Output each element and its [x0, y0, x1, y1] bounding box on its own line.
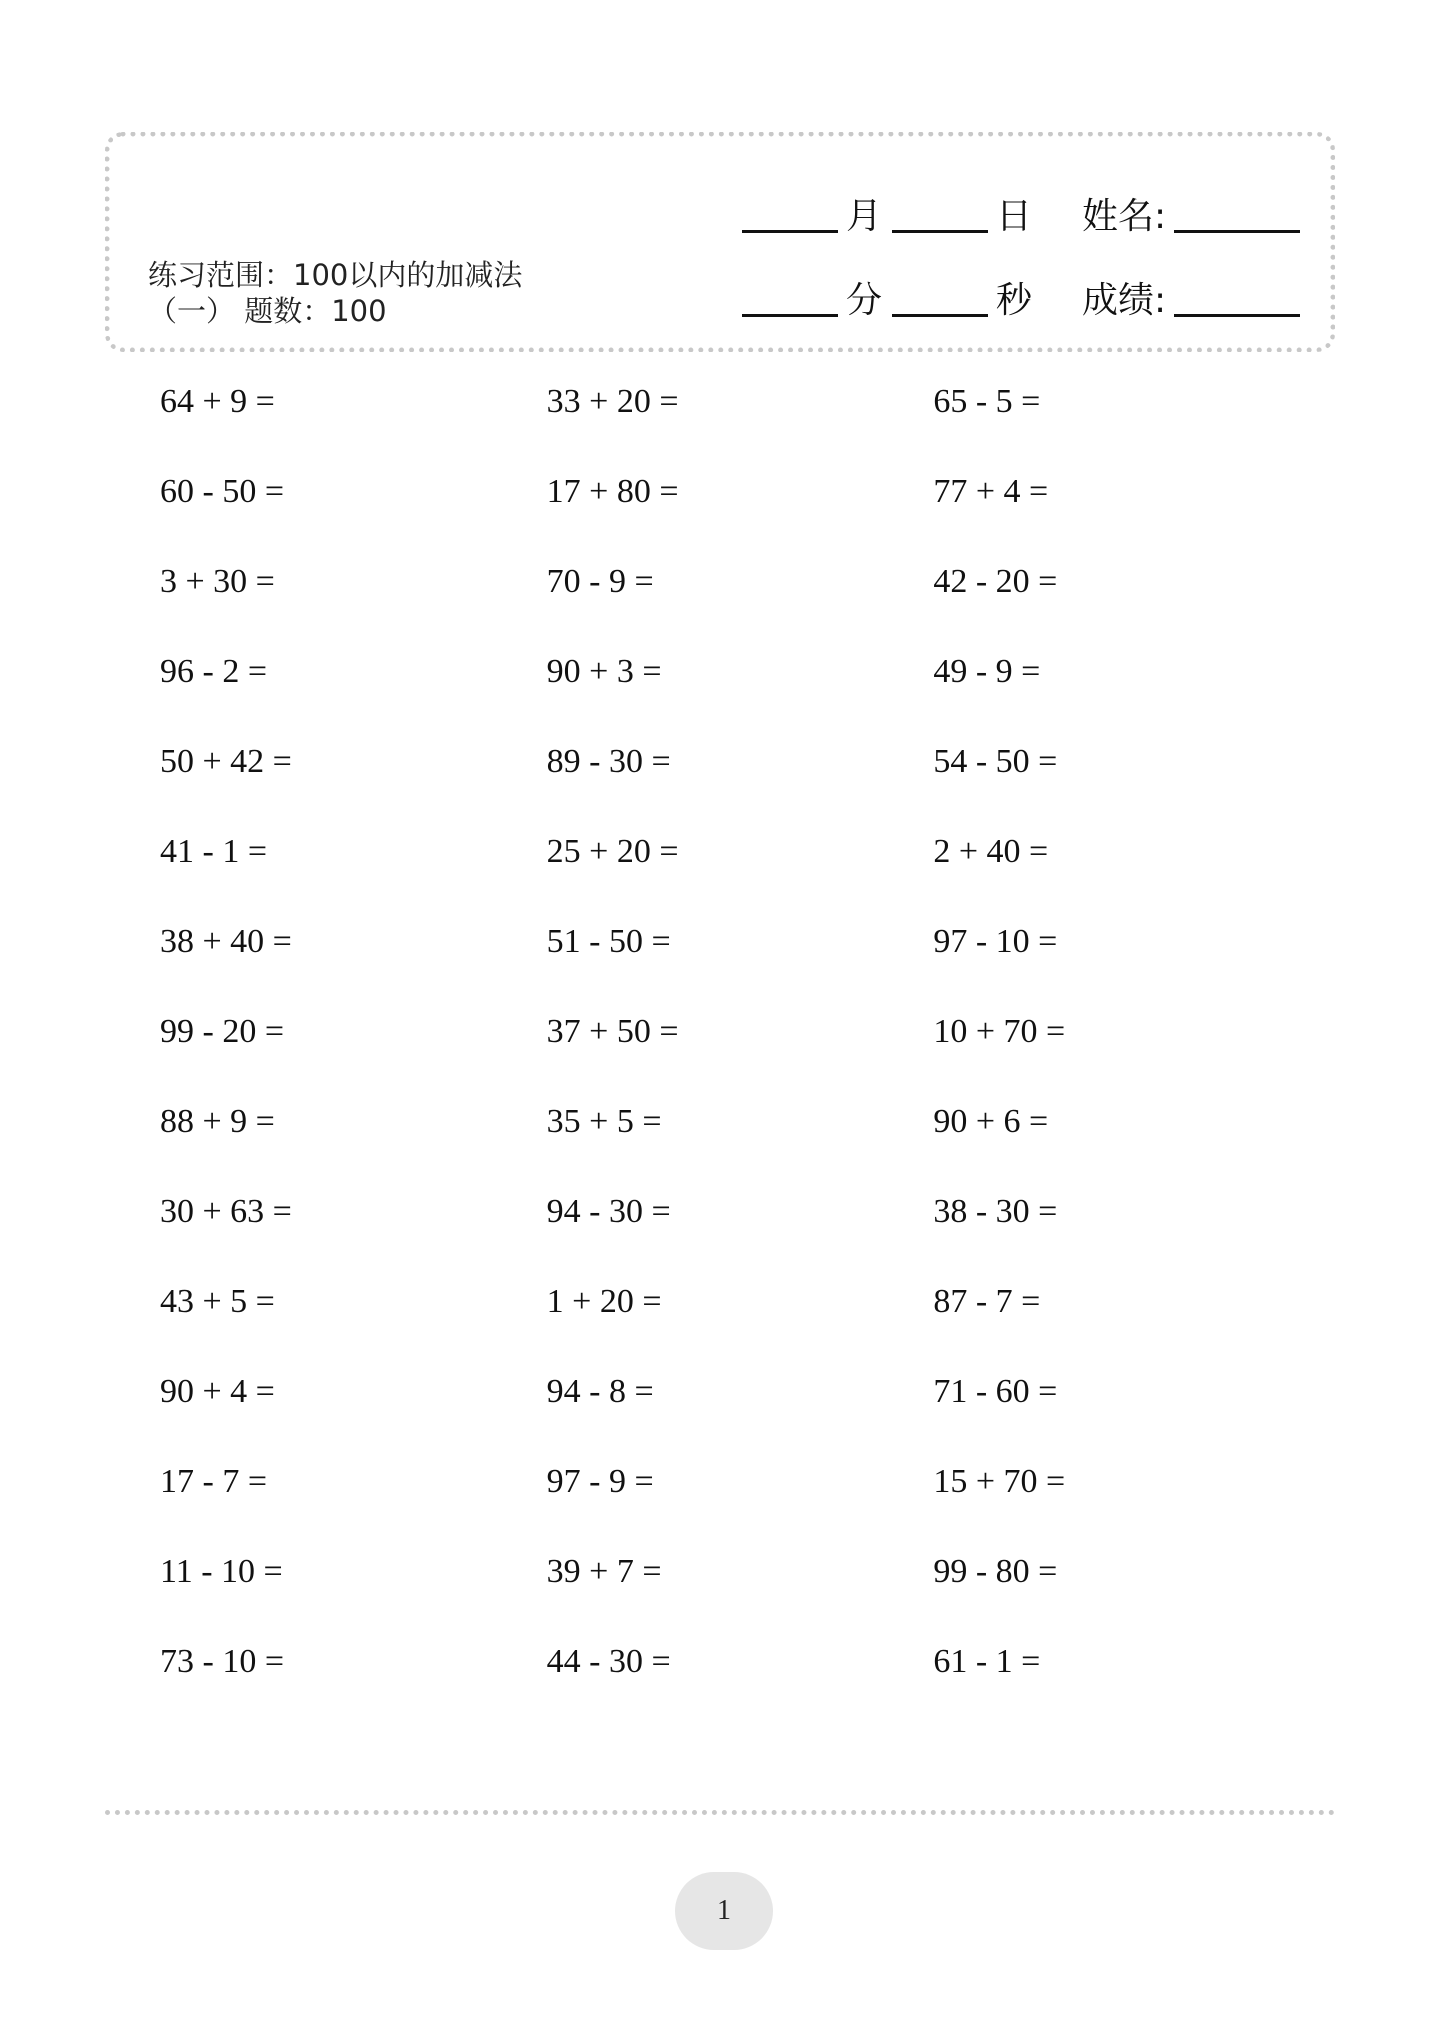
problem-row: [160, 1632, 1320, 1722]
problem-item: 96 - 2 =: [160, 653, 267, 690]
day-blank[interactable]: [892, 230, 988, 233]
problem-item: 65 - 5 =: [933, 383, 1041, 420]
month-label: 月: [846, 196, 883, 237]
problem-row: [160, 462, 1320, 552]
time-score-row: [742, 267, 1300, 323]
problem-item: 64 + 9 =: [160, 383, 275, 420]
problem-row: [160, 1362, 1320, 1452]
problem-item: 73 - 10 =: [160, 1643, 284, 1680]
problem-item: 99 - 20 =: [160, 1013, 284, 1050]
problem-item: 37 + 50 =: [546, 1013, 679, 1050]
date-name-row: [742, 183, 1300, 239]
day-label: 日: [996, 196, 1033, 237]
problem-item: 38 + 40 =: [160, 923, 292, 960]
problem-item: 17 + 80 =: [546, 473, 679, 510]
practice-range-line2: （一） 题数：100: [148, 294, 387, 328]
problem-item: 87 - 7 =: [933, 1283, 1041, 1320]
problem-item: 51 - 50 =: [546, 923, 671, 960]
problem-item: 77 + 4 =: [933, 473, 1049, 510]
problem-row: [160, 1182, 1320, 1272]
problem-row: [160, 1452, 1320, 1542]
problem-item: 94 - 8 =: [546, 1373, 654, 1410]
problem-row: [160, 1542, 1320, 1632]
problem-item: 39 + 7 =: [546, 1553, 662, 1590]
problem-item: 1 + 20 =: [546, 1283, 662, 1320]
problem-row: [160, 372, 1320, 462]
problem-item: 71 - 60 =: [933, 1373, 1058, 1410]
problem-item: 97 - 9 =: [546, 1463, 654, 1500]
problem-item: 94 - 30 =: [546, 1193, 671, 1230]
problem-item: 38 - 30 =: [933, 1193, 1058, 1230]
page-number: 1: [717, 1895, 731, 1926]
problem-item: 97 - 10 =: [933, 923, 1058, 960]
problem-row: [160, 732, 1320, 822]
problem-item: 60 - 50 =: [160, 473, 284, 510]
month-blank[interactable]: [742, 230, 838, 233]
problem-row: [160, 822, 1320, 912]
problem-item: 15 + 70 =: [933, 1463, 1066, 1500]
problem-item: 10 + 70 =: [933, 1013, 1066, 1050]
score-blank[interactable]: [1174, 314, 1300, 317]
problem-item: 90 + 6 =: [933, 1103, 1049, 1140]
problem-item: 3 + 30 =: [160, 563, 275, 600]
name-label: 姓名:: [1082, 196, 1167, 237]
second-blank[interactable]: [892, 314, 988, 317]
problem-item: 89 - 30 =: [546, 743, 671, 780]
page-number-badge: [675, 1872, 773, 1950]
problem-row: [160, 1092, 1320, 1182]
footer-divider: [105, 1810, 1335, 1815]
problem-item: 33 + 20 =: [546, 383, 679, 420]
problem-item: 43 + 5 =: [160, 1283, 275, 1320]
problem-grid: [160, 372, 1320, 1722]
problem-item: 54 - 50 =: [933, 743, 1058, 780]
problem-row: [160, 1272, 1320, 1362]
problem-item: 88 + 9 =: [160, 1103, 275, 1140]
problem-item: 99 - 80 =: [933, 1553, 1058, 1590]
name-blank[interactable]: [1174, 230, 1300, 233]
problem-item: 2 + 40 =: [933, 833, 1049, 870]
problem-row: [160, 912, 1320, 1002]
problem-item: 25 + 20 =: [546, 833, 679, 870]
worksheet-header: [105, 132, 1335, 352]
problem-item: 90 + 4 =: [160, 1373, 275, 1410]
problem-row: [160, 1002, 1320, 1092]
practice-range: [148, 257, 548, 329]
problem-row: [160, 552, 1320, 642]
problem-item: 41 - 1 =: [160, 833, 267, 870]
problem-row: [160, 642, 1320, 732]
problem-item: 49 - 9 =: [933, 653, 1041, 690]
problem-item: 11 - 10 =: [160, 1553, 283, 1590]
problem-item: 50 + 42 =: [160, 743, 292, 780]
problem-item: 70 - 9 =: [546, 563, 654, 600]
second-label: 秒: [996, 280, 1033, 321]
problem-item: 17 - 7 =: [160, 1463, 267, 1500]
minute-label: 分: [846, 280, 883, 321]
practice-range-line1: 练习范围：100以内的加减法: [148, 258, 523, 292]
problem-item: 35 + 5 =: [546, 1103, 662, 1140]
minute-blank[interactable]: [742, 314, 838, 317]
score-label: 成绩:: [1082, 280, 1167, 321]
problem-item: 42 - 20 =: [933, 563, 1058, 600]
problem-item: 30 + 63 =: [160, 1193, 292, 1230]
problem-item: 61 - 1 =: [933, 1643, 1041, 1680]
problem-item: 44 - 30 =: [546, 1643, 671, 1680]
problem-item: 90 + 3 =: [546, 653, 662, 690]
